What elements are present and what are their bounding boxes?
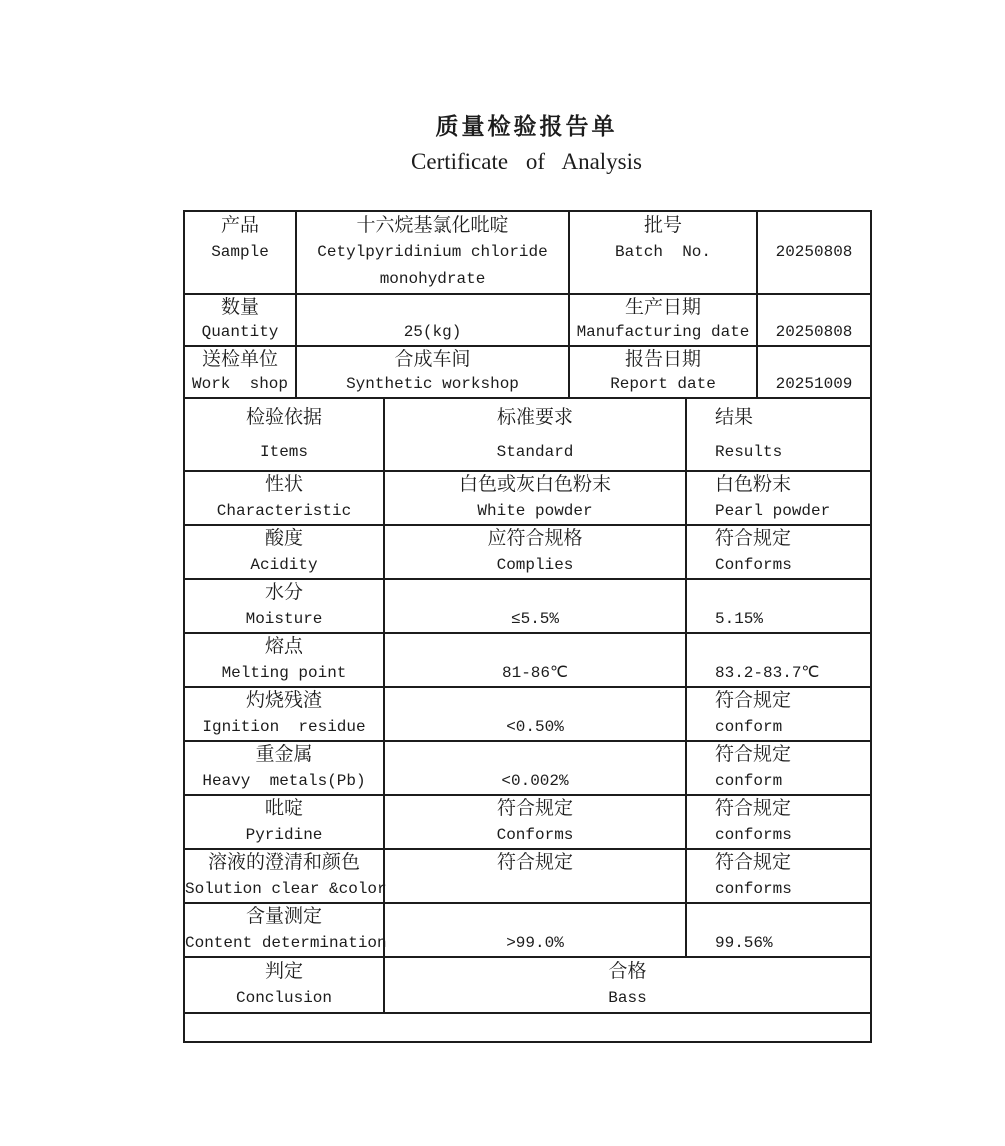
item-name-cell	[184, 687, 384, 741]
row-moisture	[184, 579, 871, 633]
item-result-cell	[686, 579, 871, 633]
item-name-cell	[184, 849, 387, 903]
conclusion-value-cell	[384, 957, 871, 1013]
conclusion-label-en: Conclusion	[235, 989, 332, 1007]
item-name-cn: 灼烧残渣	[245, 690, 322, 711]
empty-row-cell	[184, 1013, 871, 1042]
spacer	[570, 266, 756, 293]
item-result-cn	[715, 580, 870, 606]
header-standard-cell	[384, 399, 686, 471]
item-standard-cn: 白色或灰白色粉末	[458, 474, 611, 495]
quantity-label-cn: 数量	[220, 297, 259, 318]
item-standard-cell	[384, 741, 686, 795]
row-content-determination	[184, 903, 871, 957]
product-name-en-2: monohydrate	[379, 270, 486, 288]
row-characteristic	[184, 471, 871, 525]
item-standard-cell	[384, 849, 686, 903]
item-name-cell	[184, 795, 384, 849]
batch-label-cell	[569, 211, 757, 294]
conclusion-value-en: Bass	[608, 989, 647, 1007]
sample-label-cell	[184, 211, 296, 294]
item-result-en: conform	[715, 718, 783, 736]
row-quantity	[184, 294, 871, 346]
item-result-cell	[686, 471, 871, 525]
item-name-cn: 酸度	[264, 528, 303, 549]
header-items-cn: 检验依据	[245, 406, 322, 428]
conclusion-value-cn: 合格	[608, 961, 647, 982]
row-acidity	[184, 525, 871, 579]
item-name-cell	[184, 633, 384, 687]
item-name-cell	[184, 525, 384, 579]
item-standard-cell	[384, 795, 686, 849]
row-pyridine	[184, 795, 871, 849]
item-name-en: Characteristic	[216, 502, 352, 520]
item-result-en: Conforms	[715, 556, 792, 574]
row-workshop	[184, 346, 871, 398]
item-result-cn: 符合规定	[715, 528, 792, 549]
conclusion-label-cn: 判定	[264, 961, 303, 982]
row-heavy-metals	[184, 741, 871, 795]
item-result-cn	[715, 904, 870, 930]
report-date-value: 20251009	[775, 375, 853, 393]
item-standard-cn	[385, 580, 685, 606]
header-results-en: Results	[715, 442, 783, 461]
item-standard-cell	[384, 633, 686, 687]
sample-label-cn: 产品	[220, 215, 259, 236]
item-name-en: Content determination	[185, 934, 387, 952]
row-sample	[184, 211, 871, 294]
header-standard-en: Standard	[496, 442, 574, 461]
row-ignition-residue	[184, 687, 871, 741]
doc-title-english: Certificate of Analysis	[411, 149, 642, 174]
item-result-cell	[686, 525, 871, 579]
mfg-date-value: 20250808	[775, 323, 853, 341]
item-name-cn: 溶液的澄清和颜色	[207, 852, 360, 873]
item-name-en: Acidity	[250, 556, 318, 574]
row-conclusion	[184, 957, 871, 1013]
item-result-cell	[686, 795, 871, 849]
workshop-label-cn: 送检单位	[201, 349, 278, 370]
item-result-cn: 符合规定	[715, 690, 792, 711]
item-standard-cell	[384, 687, 686, 741]
quantity-label-en: Quantity	[201, 323, 279, 341]
certificate-document	[183, 112, 870, 1043]
spacer-line	[297, 295, 568, 320]
batch-value-cell	[757, 211, 871, 294]
sample-info-table	[183, 210, 872, 399]
item-result-cell	[686, 849, 871, 903]
item-standard-cell	[384, 471, 686, 525]
item-name-en: Moisture	[245, 610, 323, 628]
item-standard-en	[385, 876, 685, 902]
mfg-date-label-en: Manufacturing date	[576, 323, 750, 341]
sample-value-cell	[296, 211, 569, 294]
table-header-row	[184, 399, 871, 471]
quantity-value-cell	[296, 294, 569, 346]
item-result-en: conforms	[715, 880, 792, 898]
item-result-cell	[686, 687, 871, 741]
workshop-value-cell	[296, 346, 569, 398]
item-name-cn: 重金属	[255, 744, 313, 765]
header-items-cell	[184, 399, 384, 471]
batch-label-en: Batch No.	[614, 243, 711, 261]
item-name-cn: 吡啶	[264, 798, 303, 819]
item-standard-en: <0.50%	[506, 718, 564, 736]
item-standard-cell	[384, 525, 686, 579]
spacer	[758, 347, 870, 372]
sample-label-en: Sample	[211, 243, 269, 261]
empty-row	[184, 1013, 871, 1042]
item-result-cn: 符合规定	[715, 852, 792, 873]
workshop-value-cn: 合成车间	[394, 349, 471, 370]
test-results-table	[183, 399, 872, 1043]
item-result-cell	[686, 741, 871, 795]
item-name-cn: 性状	[264, 474, 303, 495]
spacer	[758, 212, 870, 239]
item-standard-cell	[384, 903, 686, 957]
item-result-cn	[715, 634, 870, 660]
header-results-cell	[686, 399, 871, 471]
product-name-en: Cetylpyridinium chloride	[317, 243, 548, 261]
item-result-en: 83.2-83.7℃	[715, 664, 820, 682]
report-date-label-cn: 报告日期	[624, 349, 701, 370]
item-standard-cn: 符合规定	[496, 852, 573, 873]
spacer	[185, 266, 295, 293]
item-result-en: conforms	[715, 826, 792, 844]
item-name-cell	[184, 579, 384, 633]
workshop-label-cell	[184, 346, 296, 398]
workshop-label-en: Work shop	[191, 375, 288, 393]
report-date-value-cell	[757, 346, 871, 398]
row-solution-clarity	[184, 849, 871, 903]
item-name-cell	[184, 741, 384, 795]
item-standard-en: 81-86℃	[502, 664, 568, 682]
header-standard-cn: 标准要求	[496, 406, 573, 428]
batch-number: 20250808	[775, 243, 853, 261]
item-standard-en: <0.002%	[501, 772, 569, 790]
mfg-date-value-cell	[757, 294, 871, 346]
item-result-en: 99.56%	[715, 934, 773, 952]
doc-title-chinese: 质量检验报告单	[435, 114, 618, 140]
quantity-value: 25(kg)	[403, 323, 462, 341]
item-name-cn: 熔点	[264, 636, 303, 657]
mfg-date-label-cn: 生产日期	[624, 297, 701, 318]
item-result-cell	[686, 903, 871, 957]
item-standard-cn	[385, 634, 685, 660]
item-standard-cn	[385, 904, 685, 930]
quantity-label-cell	[184, 294, 296, 346]
item-name-en: Solution clear &color	[185, 880, 387, 898]
conclusion-label-cell	[184, 957, 384, 1013]
item-standard-en: White powder	[477, 502, 593, 520]
spacer	[758, 266, 870, 293]
item-result-cn: 符合规定	[715, 744, 792, 765]
item-standard-en: >99.0%	[506, 934, 564, 952]
item-standard-cn: 符合规定	[496, 798, 573, 819]
item-standard-en: Conforms	[496, 826, 574, 844]
report-date-label-cell	[569, 346, 757, 398]
item-standard-cell	[384, 579, 686, 633]
item-standard-cn	[385, 742, 685, 768]
item-name-en: Pyridine	[245, 826, 323, 844]
batch-label-cn: 批号	[643, 215, 682, 236]
item-name-en: Melting point	[221, 664, 347, 682]
item-result-en: 5.15%	[715, 610, 764, 628]
item-name-cn: 水分	[264, 582, 303, 603]
header-results-cn: 结果	[715, 406, 754, 428]
product-name-cn: 十六烷基氯化吡啶	[356, 215, 509, 236]
header-items-en: Items	[259, 442, 308, 461]
item-standard-cn	[385, 688, 685, 714]
item-name-cell	[184, 471, 384, 525]
item-result-cell	[686, 633, 871, 687]
item-standard-cn: 应符合规格	[487, 528, 583, 549]
report-date-label-en: Report date	[610, 375, 716, 393]
workshop-value-en: Synthetic workshop	[346, 375, 519, 393]
item-name-en: Heavy metals(Pb)	[202, 772, 366, 790]
item-standard-en: Complies	[496, 556, 574, 574]
item-result-en: conform	[715, 772, 783, 790]
row-melting-point	[184, 633, 871, 687]
item-result-cn: 白色粉末	[715, 474, 792, 495]
item-name-en: Ignition residue	[202, 718, 366, 736]
item-result-en: Pearl powder	[715, 502, 831, 520]
mfg-date-label-cell	[569, 294, 757, 346]
item-result-cn: 符合规定	[715, 798, 792, 819]
spacer	[758, 295, 870, 320]
item-name-cn: 含量测定	[245, 906, 322, 927]
item-standard-en: ≤5.5%	[510, 610, 559, 628]
item-name-cell	[184, 903, 387, 957]
